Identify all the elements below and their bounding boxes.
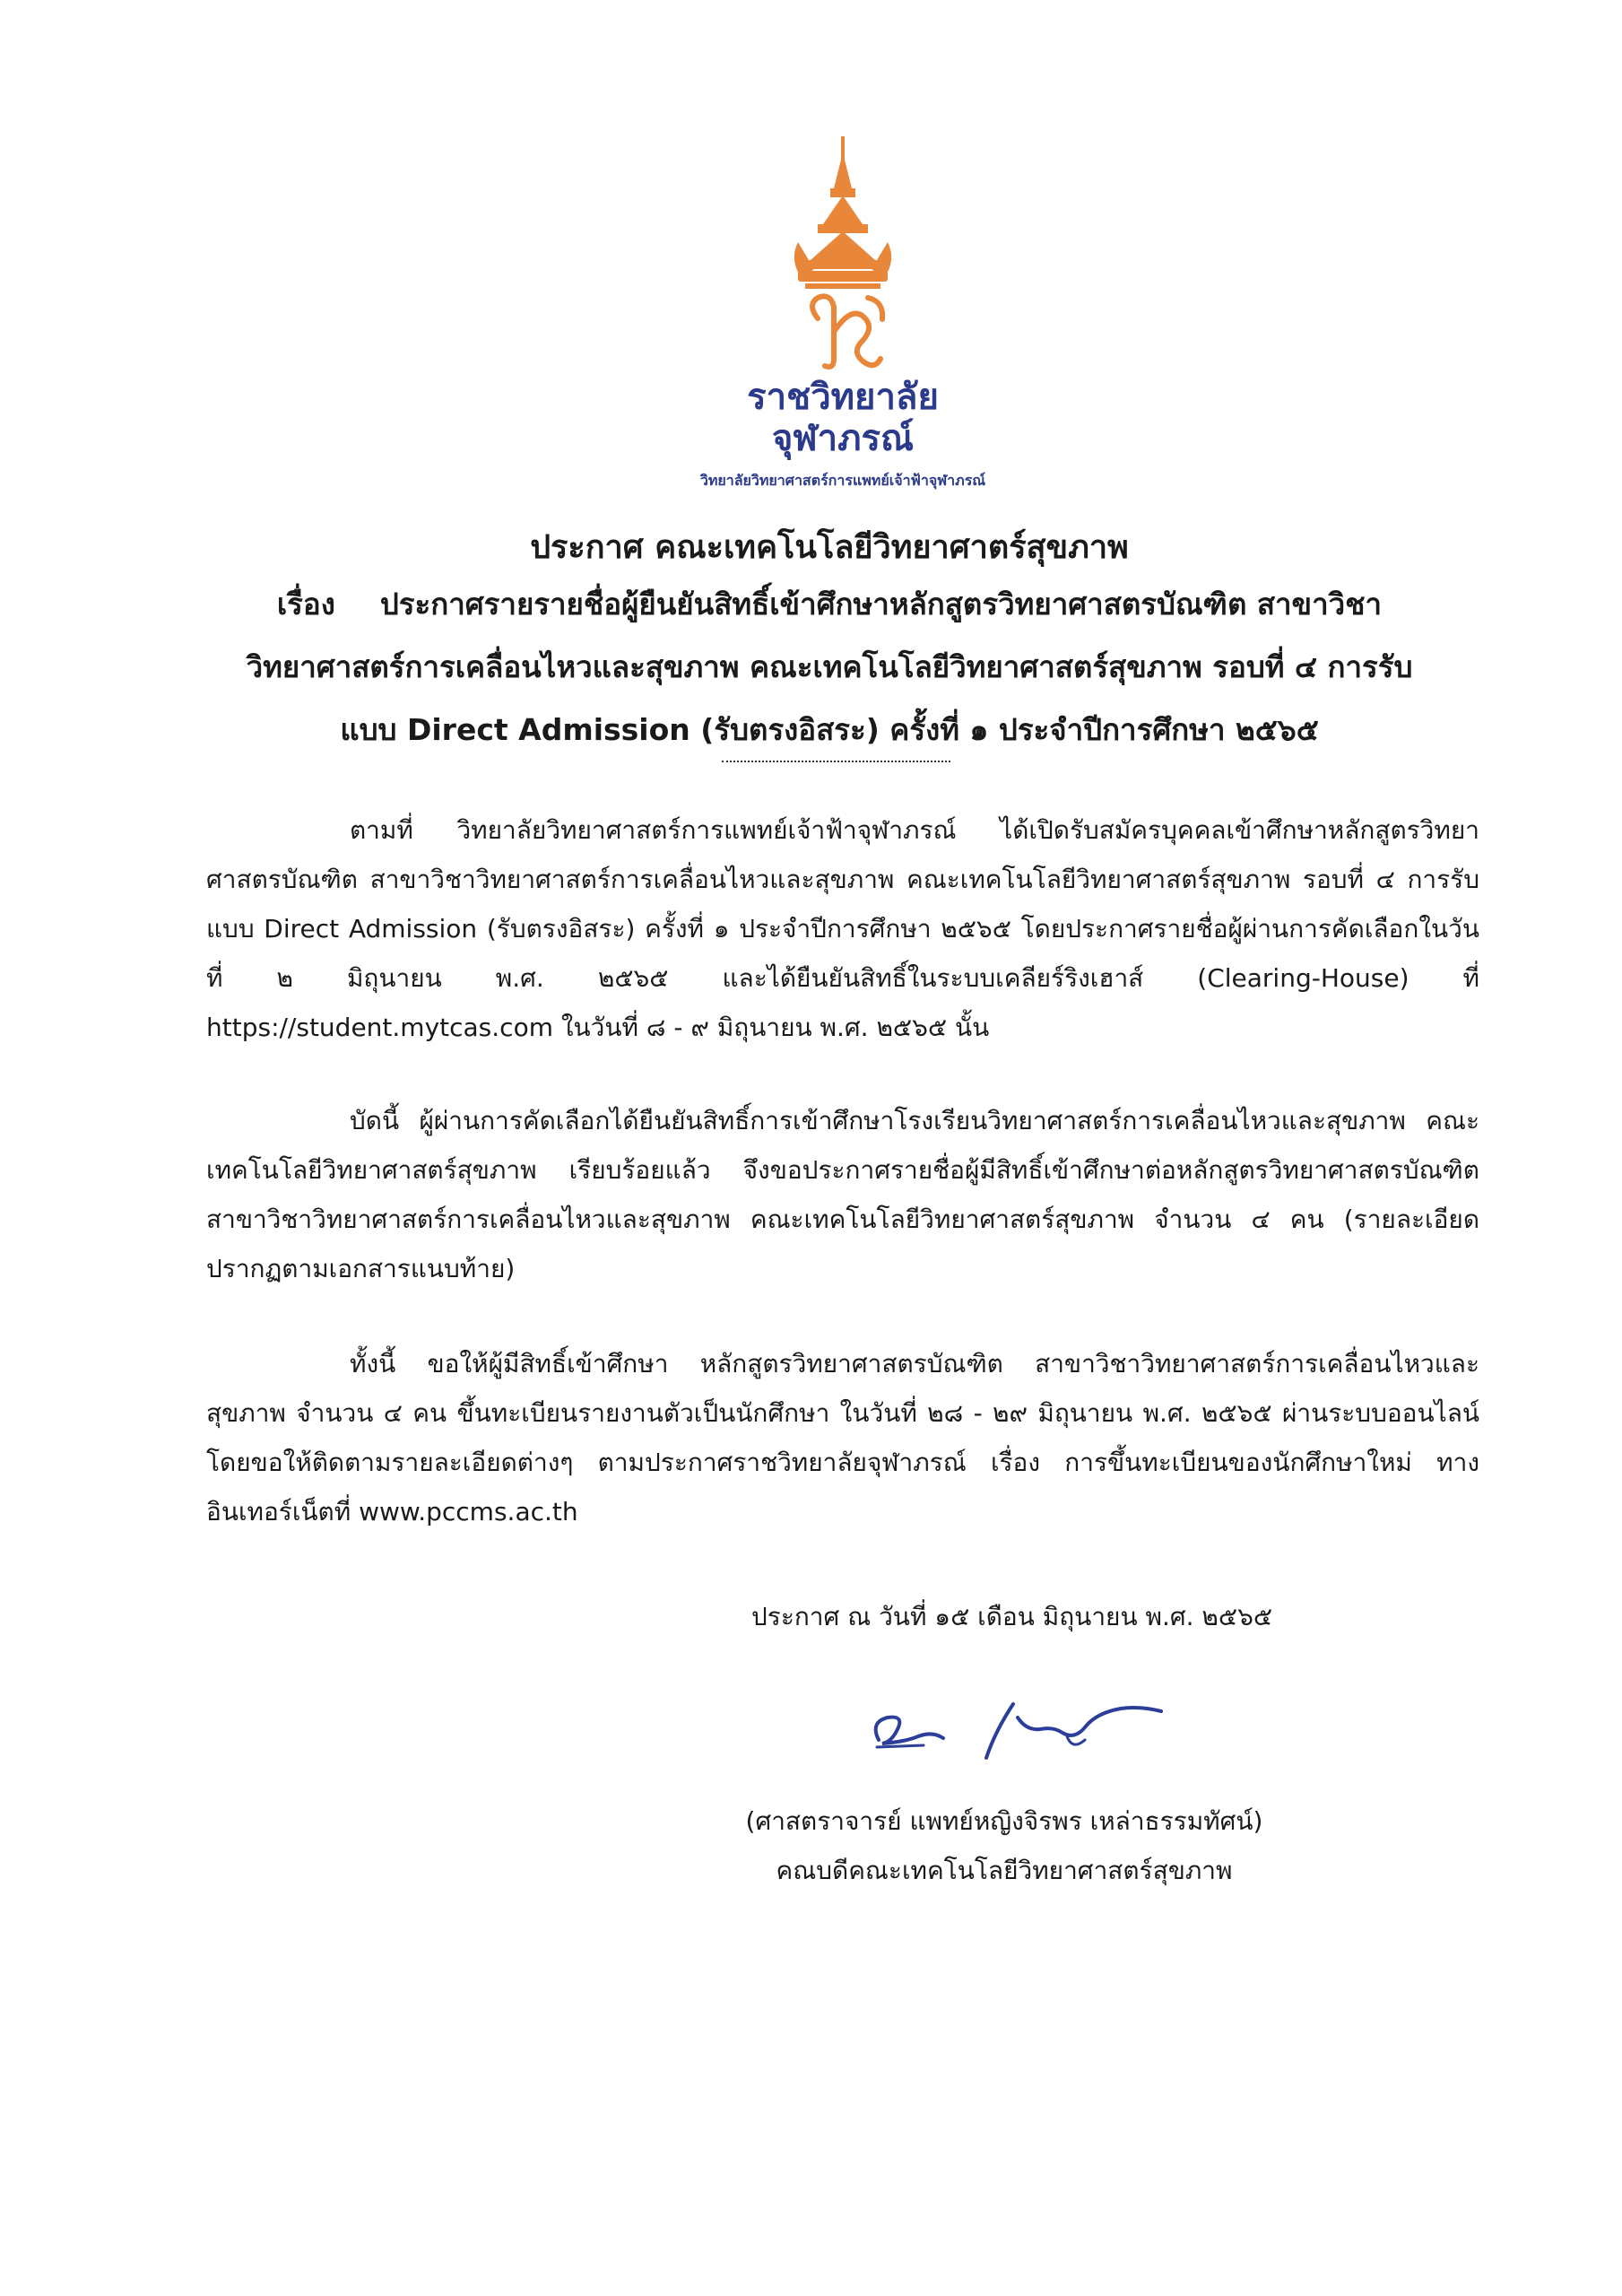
announcement-title: ประกาศ คณะเทคโนโลยีวิทยาศาตร์สุขภาพ (530, 529, 1129, 566)
subject-text-1: ประกาศรายรายชื่อผู้ยืนยันสิทธิ์เข้าศึกษาหลักสูตรวิทยาศาสตรบัณฑิต สาขาวิชา (379, 587, 1383, 622)
subject-label: เรื่อง (276, 587, 335, 622)
subject-line-1 (206, 573, 1453, 636)
body-paragraph-2: บัดนี้ ผู้ผ่านการคัดเลือกได้ยืนยันสิทธิ์การเข้าศึกษาโรงเรียนวิทยาศาสตร์การเคลื่อนไหวและสุขภาพ คณะเทคโนโลยีวิทยาศาสตร์สุขภาพ เรียบร้อยแล้ว จึงขอประกาศรายชื่อผู้มีสิทธิ์เข้าศึกษาต่อหลักสูตรวิทยาศาสตรบัณฑิต สาขาวิชาวิทยาศาสตร์การเคลื่อนไหวและสุขภาพ คณะเทคโนโลยีวิทยาศาสตร์สุขภาพ จำนวน ๔ คน (รายละเอียดปรากฏตามเอกสารแนบท้าย) (206, 1106, 1479, 1283)
signature-image (861, 1677, 1175, 1776)
subject-line-3: แบบ Direct Admission (รับตรงอิสระ) ครั้งที่ ๑ ประจำปีการศึกษา ๒๕๖๕ (340, 712, 1319, 747)
signer-name: (ศาสตราจารย์ แพทย์หญิงจิรพร เหล่าธรรมทัศน์) (745, 1806, 1263, 1836)
logo-subtitle: วิทยาลัยวิทยาศาสตร์การแพทย์เจ้าฟ้าจุฬาภรณ์ (699, 472, 986, 489)
body-paragraph-1: ตามที่ วิทยาลัยวิทยาศาสตร์การแพทย์เจ้าฟ้าจุฬาภรณ์ ได้เปิดรับสมัครบุคคลเข้าศึกษาหลักสูตรวิทยาศาสตรบัณฑิต สาขาวิชาวิทยาศาสตร์การเคลื่อนไหวและสุขภาพ คณะเทคโนโลยีวิทยาศาสตร์สุขภาพ รอบที่ ๔ การรับแบบ Direct Admission (รับตรงอิสระ) ครั้งที่ ๑ ประจำปีการศึกษา ๒๕๖๕ โดยประกาศรายชื่อผู้ผ่านการคัดเลือกในวันที่ ๒ มิถุนายน พ.ศ. ๒๕๖๕ และได้ยืนยันสิทธิ์ในระบบเคลียร์ริงเฮาส์ (Clearing-House) ที่ https://student.mytcas.com ในวันที่ ๘ - ๙ มิถุนายน พ.ศ. ๒๕๖๕ นั้น (206, 815, 1479, 1042)
subject-line-2: วิทยาศาสตร์การเคลื่อนไหวและสุขภาพ คณะเทคโนโลยีวิทยาศาสตร์สุขภาพ รอบที่ ๔ การรับ (246, 649, 1413, 684)
signer-title: คณบดีคณะเทคโนโลยีวิทยาศาสตร์สุขภาพ (776, 1856, 1233, 1885)
announcement-heading (206, 523, 1453, 761)
logo-name-line2: จุฬาภรณ์ (771, 418, 915, 459)
body-paragraph-3: ทั้งนี้ ขอให้ผู้มีสิทธิ์เข้าศึกษา หลักสูตรวิทยาศาสตรบัณฑิต สาขาวิชาวิทยาศาสตร์การเคลื่อนไหวและสุขภาพ จำนวน ๔ คน ขึ้นทะเบียนรายงานตัวเป็นนักศึกษา ในวันที่ ๒๘ - ๒๙ มิถุนายน พ.ศ. ๒๕๖๕ ผ่านระบบออนไลน์ โดยขอให้ติดตามรายละเอียดต่างๆ ตามประกาศราชวิทยาลัยจุฬาภรณ์ เรื่อง การขึ้นทะเบียนของนักศึกษาใหม่ ทางอินเทอร์เน็ตที่ www.pccms.ac.th (206, 1349, 1479, 1526)
announcement-date: ประกาศ ณ วันที่ ๑๕ เดือน มิถุนายน พ.ศ. ๒๕๖๕ (751, 1602, 1273, 1631)
dotted-divider (722, 761, 950, 762)
logo-name-line1: ราชวิทยาลัย (747, 377, 939, 418)
institution-logo (619, 135, 1067, 492)
royal-crest-icon (771, 135, 915, 377)
